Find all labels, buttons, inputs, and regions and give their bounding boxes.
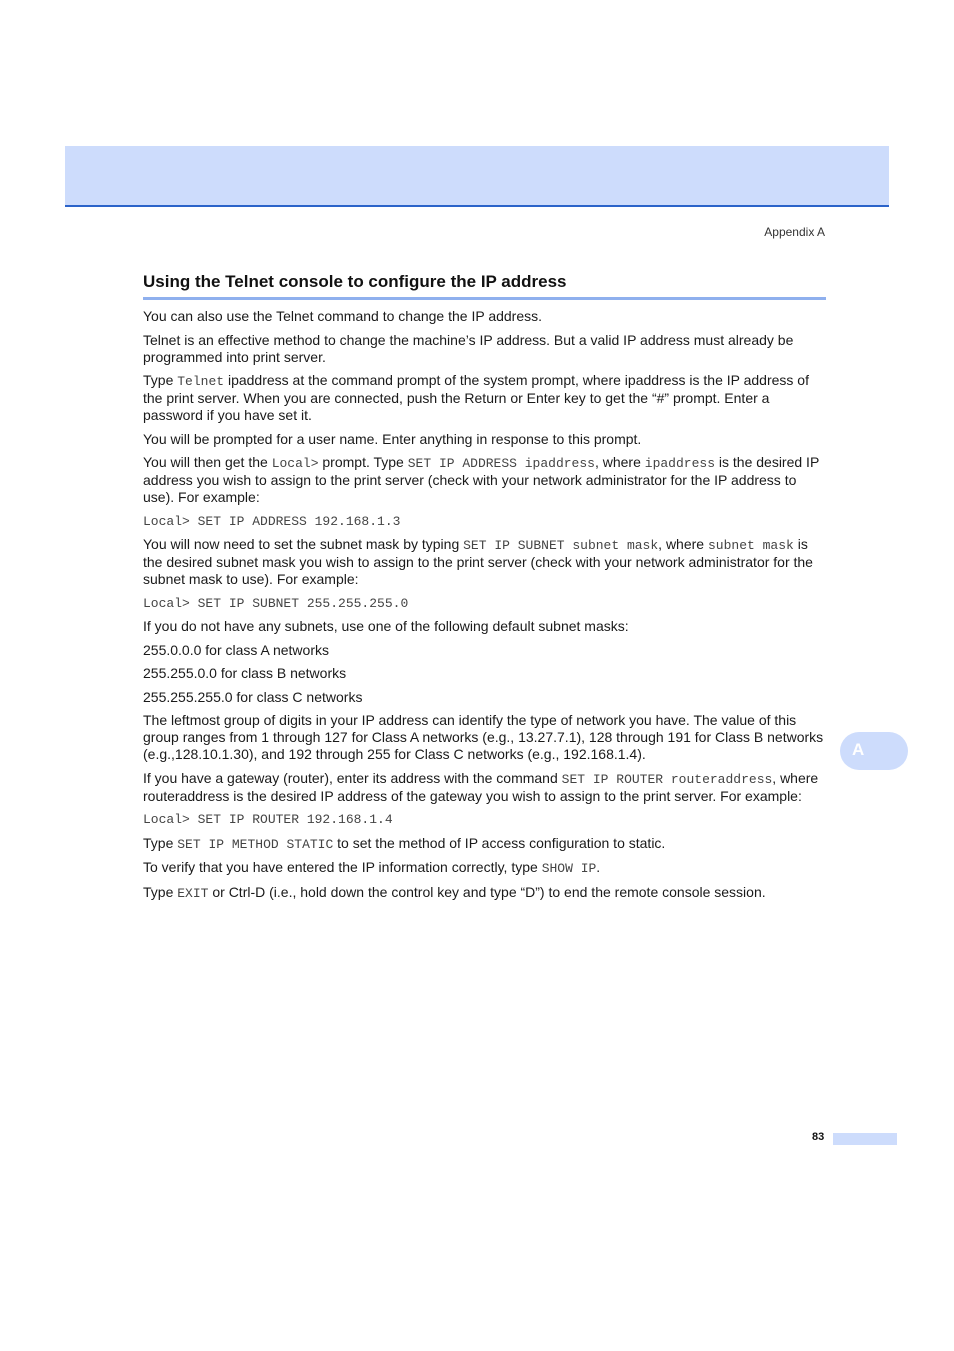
header-band [65,146,889,207]
inline-code: subnet mask [707,538,794,553]
paragraph: Type EXIT or Ctrl-D (i.e., hold down the control key and type “D”) to end the remote console session. [143,883,766,901]
running-head: Appendix A [764,225,825,239]
code-example: Local> SET IP ROUTER 192.168.1.4 [143,812,393,827]
page-number: 83 [812,1131,825,1143]
subnet-mask-item: 255.255.0.0 for class B networks [143,665,347,681]
inline-code: EXIT [177,885,209,901]
paragraph: If you do not have any subnets, use one of the following default subnet masks: [143,618,629,634]
paragraph: You will be prompted for a user name. Enter anything in response to this prompt. [143,430,642,447]
inline-code: SET IP ADDRESS ipaddress [407,456,595,471]
code-example: Local> SET IP ADDRESS 192.168.1.3 [143,513,401,529]
page-number-bar [833,1133,897,1145]
subnet-mask-item: 255.0.0.0 for class A networks [143,641,329,658]
section-title: Using the Telnet console to configure the IP address [143,272,826,300]
body-content [143,308,826,908]
paragraph: If you have a gateway (router), enter its address with the command SET IP ROUTER routeraddress, where routeraddress is the desired IP address of the gateway you wish to assign to the print server. For example: [143,769,819,804]
paragraph: You will now need to set the subnet mask by typing SET IP SUBNET subnet mask, where subnet mask is the desired subnet mask you wish to assign to the print server (check with your network administrator for the subnet mask to use). For example: [143,536,813,587]
inline-code: SET IP METHOD STATIC [177,836,334,852]
paragraph: Telnet is an effective method to change the machine’s IP address. But a valid IP address must already be programmed into print server. [143,331,794,365]
paragraph: You can also use the Telnet command to change the IP address. [143,308,543,324]
paragraph: Type SET IP METHOD STATIC to set the method of IP access configuration to static. [143,834,666,852]
inline-code: ipaddress [644,456,715,471]
code-example: Local> SET IP SUBNET 255.255.255.0 [143,595,409,611]
side-tab-label: A [852,740,865,759]
appendix-side-tab [840,732,908,770]
paragraph: You will then get the Local> prompt. Type SET IP ADDRESS ipaddress, where ipaddress is the desired IP address you wish to assign to the print server (check with your network administrator for the IP address to use). For example: [143,454,820,505]
inline-code: SET IP ROUTER routeraddress [561,771,773,787]
inline-code: SET IP SUBNET subnet mask [463,538,659,553]
inline-code: Telnet [177,374,225,389]
paragraph: The leftmost group of digits in your IP address can identify the type of network you have. The value of this group ranges from 1 through 127 for Class A networks (e.g., 13.27.7.1), 128 through 191 for Class B networks (e.g.,128.10.1.30), and 192 through 255 for Class C networks (e.g., 192.168.1.4). [143,712,824,762]
paragraph: To verify that you have entered the IP information correctly, type SHOW IP. [143,859,601,876]
paragraph: Type Telnet ipaddress at the command prompt of the system prompt, where ipaddress is the IP address of the print server. When you are connected, push the Return or Enter key to get the “#” prompt. Enter a password if you have set it. [143,372,809,423]
inline-code: Local> [271,456,319,471]
subnet-mask-item: 255.255.255.0 for class C networks [143,688,363,705]
inline-code: SHOW IP [541,861,597,876]
